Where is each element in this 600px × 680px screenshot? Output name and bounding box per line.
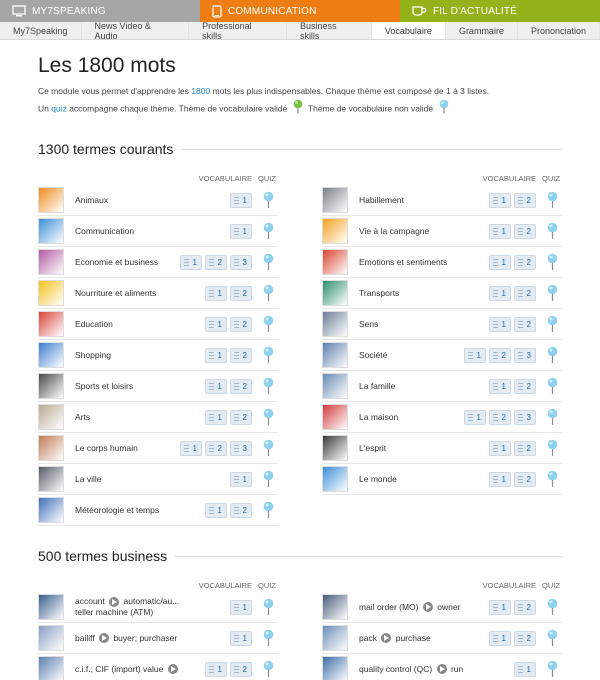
theme-thumbnail[interactable] xyxy=(38,342,64,368)
count-link[interactable]: 1800 xyxy=(191,86,211,96)
vocab-lists xyxy=(486,600,536,615)
vocab-lists xyxy=(227,224,252,239)
vocab-lists xyxy=(486,441,536,456)
vocab-lists xyxy=(461,410,536,425)
quiz-pin-icon[interactable] xyxy=(542,470,562,488)
theme-thumbnail[interactable] xyxy=(322,466,348,492)
vocab-list-button[interactable]: 2 xyxy=(230,317,252,332)
vocab-lists xyxy=(486,379,536,394)
nav-grammaire[interactable]: Grammaire xyxy=(446,22,518,39)
quiz-header: QUIZ xyxy=(258,580,276,590)
intro-line1-a: Ce module vous permet d'apprendre les xyxy=(38,86,192,96)
intro-line1-b: mots les plus indispensables. Chaque thème est composé de 1 à 3 listes. xyxy=(210,86,489,96)
vocab-lists xyxy=(486,224,536,239)
intro-line2-b: accompagne chaque thème. Thème de vocabulaire validé xyxy=(66,103,288,114)
not-validated-pin-icon xyxy=(439,99,449,119)
theme-label[interactable]: La famille xyxy=(359,381,396,391)
vocab-lists xyxy=(227,193,252,208)
theme-thumbnail[interactable] xyxy=(38,280,64,306)
vocab-list-button[interactable]: 2 xyxy=(230,410,252,425)
theme-thumbnail[interactable] xyxy=(322,218,348,244)
tab-fil-actualite-label: FIL D'ACTUALITÉ xyxy=(433,5,517,17)
arrow-right-icon xyxy=(381,633,391,643)
quiz-header: QUIZ xyxy=(542,173,560,183)
quiz-pin-icon[interactable] xyxy=(258,191,278,209)
theme-row[interactable] xyxy=(322,623,562,654)
section-divider xyxy=(175,556,562,557)
vocab-lists xyxy=(486,317,536,332)
vocab-list-button[interactable]: 1 xyxy=(489,631,511,646)
theme-thumbnail[interactable] xyxy=(322,404,348,430)
theme-row[interactable] xyxy=(38,402,278,433)
vocab-list-button[interactable]: 3 xyxy=(514,410,536,425)
theme-label[interactable] xyxy=(75,596,227,618)
theme-label[interactable]: Vie à la campagne xyxy=(359,226,430,236)
tab-fil-actualite[interactable] xyxy=(400,0,600,22)
vocab-list-button[interactable]: 2 xyxy=(489,348,511,363)
theme-thumbnail[interactable] xyxy=(322,625,348,651)
term-start: c.i.f.; CIF (import) value xyxy=(75,663,164,674)
theme-thumbnail[interactable] xyxy=(322,594,348,620)
vocab-lists xyxy=(461,348,536,363)
quiz-header: QUIZ xyxy=(258,173,276,183)
quiz-pin-icon[interactable] xyxy=(258,629,278,647)
quiz-pin-icon[interactable] xyxy=(542,598,562,616)
quiz-pin-icon[interactable] xyxy=(258,222,278,240)
term-end-cont: teller machine (ATM) xyxy=(75,607,154,617)
vocab-lists xyxy=(486,286,536,301)
theme-label[interactable]: Arts xyxy=(75,412,91,422)
quiz-pin-icon[interactable] xyxy=(258,501,278,519)
theme-thumbnail[interactable] xyxy=(38,625,64,651)
theme-label[interactable]: Communication xyxy=(75,226,135,236)
vocab-list-button[interactable]: 1 xyxy=(205,503,227,518)
quiz-pin-icon[interactable] xyxy=(258,284,278,302)
vocab-list-button[interactable]: 1 xyxy=(230,193,252,208)
section-columns xyxy=(38,171,562,526)
vocab-list-button[interactable]: 1 xyxy=(230,224,252,239)
intro-line-1 xyxy=(38,84,562,99)
term-start: quality control (QC) xyxy=(359,663,433,674)
vocab-list-button[interactable]: 2 xyxy=(514,286,536,301)
theme-row[interactable] xyxy=(38,340,278,371)
vocab-list-button[interactable]: 1 xyxy=(489,441,511,456)
main-nav xyxy=(0,22,600,40)
theme-thumbnail[interactable] xyxy=(38,218,64,244)
theme-row[interactable] xyxy=(38,654,278,680)
quiz-pin-icon[interactable] xyxy=(542,439,562,457)
theme-row[interactable] xyxy=(322,278,562,309)
term-start: bailiff xyxy=(75,632,95,643)
theme-label[interactable] xyxy=(75,664,202,675)
theme-label[interactable]: La ville xyxy=(75,474,102,484)
arrow-right-icon xyxy=(99,633,109,643)
vocab-list-button[interactable]: 2 xyxy=(514,317,536,332)
theme-label[interactable] xyxy=(359,633,486,644)
theme-row[interactable] xyxy=(322,185,562,216)
vocab-list-button[interactable]: 1 xyxy=(205,410,227,425)
tab-my7speaking-label: MY7SPEAKING xyxy=(32,5,106,17)
quiz-pin-icon[interactable] xyxy=(542,284,562,302)
theme-thumbnail[interactable] xyxy=(322,342,348,368)
theme-label[interactable]: Nourriture et aliments xyxy=(75,288,157,298)
vocab-list-button[interactable]: 1 xyxy=(464,348,486,363)
vocab-list-button[interactable]: 2 xyxy=(514,255,536,270)
theme-label[interactable]: Emotions et sentiments xyxy=(359,257,448,267)
theme-thumbnail[interactable] xyxy=(322,435,348,461)
vocab-list-button[interactable]: 2 xyxy=(205,255,227,270)
vocab-list-button[interactable]: 1 xyxy=(205,286,227,301)
quiz-pin-icon[interactable] xyxy=(542,408,562,426)
vocabulaire-header: VOCABULAIRE xyxy=(198,173,252,183)
vocab-list-button[interactable]: 1 xyxy=(180,255,202,270)
quiz-pin-icon[interactable] xyxy=(258,439,278,457)
theme-thumbnail[interactable] xyxy=(322,249,348,275)
vocab-list-button[interactable]: 1 xyxy=(489,193,511,208)
theme-row[interactable] xyxy=(38,464,278,495)
vocab-lists xyxy=(202,317,252,332)
theme-label[interactable]: Animaux xyxy=(75,195,109,205)
vocab-list-button[interactable]: 1 xyxy=(230,472,252,487)
theme-row[interactable] xyxy=(38,433,278,464)
theme-thumbnail[interactable] xyxy=(38,373,64,399)
nav-prononciation[interactable]: Prononciation xyxy=(518,22,600,39)
theme-label[interactable]: Météorologie et temps xyxy=(75,505,160,515)
term-end: owner xyxy=(437,601,461,612)
theme-row[interactable] xyxy=(38,278,278,309)
vocab-list-button[interactable]: 1 xyxy=(489,286,511,301)
vocab-list-button[interactable]: 2 xyxy=(230,503,252,518)
theme-row[interactable] xyxy=(38,247,278,278)
vocab-list-button[interactable]: 3 xyxy=(230,441,252,456)
theme-label[interactable]: Transports xyxy=(359,288,400,298)
nav-professional-skills[interactable]: Professional skills xyxy=(189,22,287,39)
intro-line2-a: Un xyxy=(38,103,52,114)
theme-thumbnail[interactable] xyxy=(38,311,64,337)
quiz-pin-icon[interactable] xyxy=(258,470,278,488)
intro-line2-c: Thème de vocabulaire non validé xyxy=(307,103,434,114)
theme-row[interactable] xyxy=(322,247,562,278)
theme-row[interactable] xyxy=(322,464,562,495)
vocab-lists xyxy=(202,662,252,677)
vocab-lists xyxy=(177,441,252,456)
quiz-pin-icon[interactable] xyxy=(542,222,562,240)
vocab-lists xyxy=(486,193,536,208)
theme-row[interactable] xyxy=(322,592,562,623)
theme-label[interactable] xyxy=(75,633,227,644)
theme-label[interactable]: Le monde xyxy=(359,474,397,484)
theme-row[interactable] xyxy=(322,433,562,464)
section-title xyxy=(38,141,562,157)
theme-row[interactable] xyxy=(322,371,562,402)
theme-column-right xyxy=(322,171,562,526)
vocab-list-button[interactable]: 1 xyxy=(489,379,511,394)
theme-row[interactable] xyxy=(38,623,278,654)
section-title xyxy=(38,548,562,564)
arrow-right-icon xyxy=(437,664,447,674)
quiz-pin-icon[interactable] xyxy=(258,660,278,678)
nav-business-skills[interactable]: Business skills xyxy=(287,22,372,39)
vocab-list-button[interactable]: 2 xyxy=(230,286,252,301)
vocab-lists xyxy=(511,662,536,677)
nav-news-video-audio[interactable]: News Video & Audio xyxy=(82,22,190,39)
computer-icon xyxy=(12,5,26,17)
quiz-pin-icon[interactable] xyxy=(258,346,278,364)
theme-row[interactable] xyxy=(322,309,562,340)
intro xyxy=(0,40,600,119)
vocab-lists xyxy=(227,600,252,615)
theme-thumbnail[interactable] xyxy=(38,656,64,680)
intro-line-2 xyxy=(38,99,562,119)
term-start: pack xyxy=(359,632,377,643)
vocab-list-button[interactable]: 3 xyxy=(514,348,536,363)
vocab-lists xyxy=(202,286,252,301)
theme-thumbnail[interactable] xyxy=(38,435,64,461)
vocab-list-button[interactable]: 1 xyxy=(464,410,486,425)
term-end: automatic/au... xyxy=(123,596,180,606)
nav-vocabulaire[interactable]: Vocabulaire xyxy=(372,22,446,39)
quiz-pin-icon[interactable] xyxy=(258,377,278,395)
vocab-lists xyxy=(202,503,252,518)
vocabulaire-header: VOCABULAIRE xyxy=(482,580,536,590)
vocab-list-button[interactable]: 3 xyxy=(230,255,252,270)
theme-label[interactable]: Habillement xyxy=(359,195,404,205)
theme-thumbnail[interactable] xyxy=(38,466,64,492)
quiz-pin-icon[interactable] xyxy=(542,346,562,364)
vocab-list-button[interactable]: 2 xyxy=(514,600,536,615)
vocab-list-button[interactable]: 2 xyxy=(514,224,536,239)
theme-thumbnail[interactable] xyxy=(38,497,64,523)
validated-pin-icon xyxy=(293,99,303,119)
theme-column-left xyxy=(38,171,278,526)
theme-row[interactable] xyxy=(322,654,562,680)
vocab-list-button[interactable]: 1 xyxy=(489,600,511,615)
term-end: purchase xyxy=(395,632,431,643)
arrow-right-icon xyxy=(109,597,119,607)
theme-row[interactable] xyxy=(38,216,278,247)
quiz-pin-icon[interactable] xyxy=(258,253,278,271)
theme-column-left xyxy=(38,578,278,680)
section-title-text: 500 termes business xyxy=(38,548,168,564)
theme-label[interactable]: Sports et loisirs xyxy=(75,381,134,391)
theme-label[interactable]: Education xyxy=(75,319,113,329)
vocab-list-button[interactable]: 2 xyxy=(230,662,252,677)
vocab-list-button[interactable]: 1 xyxy=(489,472,511,487)
vocab-section xyxy=(0,548,600,680)
theme-thumbnail[interactable] xyxy=(322,311,348,337)
phone-icon xyxy=(212,5,222,18)
theme-row[interactable] xyxy=(322,340,562,371)
vocab-list-button[interactable]: 2 xyxy=(230,348,252,363)
theme-thumbnail[interactable] xyxy=(322,373,348,399)
vocabulaire-header: VOCABULAIRE xyxy=(482,173,536,183)
vocab-list-button[interactable]: 2 xyxy=(230,379,252,394)
theme-row[interactable] xyxy=(38,185,278,216)
vocab-list-button[interactable]: 1 xyxy=(205,348,227,363)
quiz-pin-icon[interactable] xyxy=(258,315,278,333)
quiz-pin-icon[interactable] xyxy=(542,377,562,395)
theme-label[interactable] xyxy=(359,664,511,675)
vocab-lists xyxy=(486,255,536,270)
theme-row[interactable] xyxy=(38,371,278,402)
section-columns xyxy=(38,578,562,680)
theme-thumbnail[interactable] xyxy=(38,594,64,620)
quiz-pin-icon[interactable] xyxy=(542,191,562,209)
theme-column-right xyxy=(322,578,562,680)
vocab-lists xyxy=(202,410,252,425)
vocab-list-button[interactable]: 1 xyxy=(230,631,252,646)
theme-label[interactable]: Sens xyxy=(359,319,379,329)
vocab-lists xyxy=(177,255,252,270)
theme-label[interactable]: Economie et business xyxy=(75,257,159,267)
vocab-list-button[interactable]: 2 xyxy=(205,441,227,456)
theme-label[interactable]: L'esprit xyxy=(359,443,387,453)
vocab-list-button[interactable]: 2 xyxy=(514,441,536,456)
theme-label[interactable]: Le corps humain xyxy=(75,443,138,453)
term-start: account xyxy=(75,596,105,606)
column-header xyxy=(322,171,562,185)
vocab-list-button[interactable]: 1 xyxy=(489,224,511,239)
vocab-lists xyxy=(227,472,252,487)
vocab-list-button[interactable]: 2 xyxy=(489,410,511,425)
vocab-lists xyxy=(486,631,536,646)
quiz-pin-icon[interactable] xyxy=(542,660,562,678)
cup-icon xyxy=(412,5,427,17)
vocab-list-button[interactable]: 1 xyxy=(230,600,252,615)
vocab-lists xyxy=(202,379,252,394)
vocab-list-button[interactable]: 2 xyxy=(514,379,536,394)
theme-row[interactable] xyxy=(38,309,278,340)
term-end: run xyxy=(450,663,464,674)
column-header xyxy=(322,578,562,592)
arrow-right-icon xyxy=(168,664,178,674)
vocab-lists xyxy=(486,472,536,487)
theme-row[interactable] xyxy=(322,216,562,247)
quiz-pin-icon[interactable] xyxy=(258,408,278,426)
quiz-pin-icon[interactable] xyxy=(542,253,562,271)
vocab-list-button[interactable]: 2 xyxy=(514,631,536,646)
page-title: Les 1800 mots xyxy=(38,54,176,77)
theme-label[interactable] xyxy=(359,602,486,613)
theme-label[interactable]: Société xyxy=(359,350,388,360)
term-end: buyer; purchaser xyxy=(113,632,178,643)
theme-label[interactable]: Shopping xyxy=(75,350,111,360)
theme-row[interactable] xyxy=(38,592,278,623)
theme-thumbnail[interactable] xyxy=(322,280,348,306)
quiz-pin-icon[interactable] xyxy=(542,315,562,333)
top-bar xyxy=(0,0,600,22)
vocab-list-button[interactable]: 1 xyxy=(205,317,227,332)
vocab-lists xyxy=(227,631,252,646)
theme-thumbnail[interactable] xyxy=(322,187,348,213)
vocab-list-button[interactable]: 1 xyxy=(205,379,227,394)
column-header xyxy=(38,171,278,185)
quiz-link[interactable]: quiz xyxy=(51,103,67,114)
vocab-list-button[interactable]: 1 xyxy=(180,441,202,456)
theme-row[interactable] xyxy=(322,402,562,433)
vocab-list-button[interactable]: 2 xyxy=(514,193,536,208)
theme-label[interactable]: La maison xyxy=(359,412,399,422)
vocab-section xyxy=(0,141,600,526)
vocab-list-button[interactable]: 1 xyxy=(205,662,227,677)
vocab-list-button[interactable]: 1 xyxy=(489,255,511,270)
arrow-right-icon xyxy=(423,602,433,612)
quiz-pin-icon[interactable] xyxy=(542,629,562,647)
vocab-list-button[interactable]: 1 xyxy=(489,317,511,332)
theme-row[interactable] xyxy=(38,495,278,526)
tab-my7speaking[interactable] xyxy=(0,0,200,22)
theme-thumbnail[interactable] xyxy=(38,404,64,430)
vocab-list-button[interactable]: 1 xyxy=(514,662,536,677)
quiz-pin-icon[interactable] xyxy=(258,598,278,616)
section-title-text: 1300 termes courants xyxy=(38,141,174,157)
section-divider xyxy=(181,149,562,150)
term-start: mail order (MO) xyxy=(359,601,419,612)
nav-my7speaking[interactable]: My7Speaking xyxy=(0,22,82,39)
tab-communication[interactable] xyxy=(200,0,400,22)
theme-thumbnail[interactable] xyxy=(38,187,64,213)
column-header xyxy=(38,578,278,592)
quiz-header: QUIZ xyxy=(542,580,560,590)
vocab-list-button[interactable]: 2 xyxy=(514,472,536,487)
theme-thumbnail[interactable] xyxy=(38,249,64,275)
theme-thumbnail[interactable] xyxy=(322,656,348,680)
tab-communication-label: COMMUNICATION xyxy=(228,5,317,17)
vocab-lists xyxy=(202,348,252,363)
vocabulaire-header: VOCABULAIRE xyxy=(198,580,252,590)
